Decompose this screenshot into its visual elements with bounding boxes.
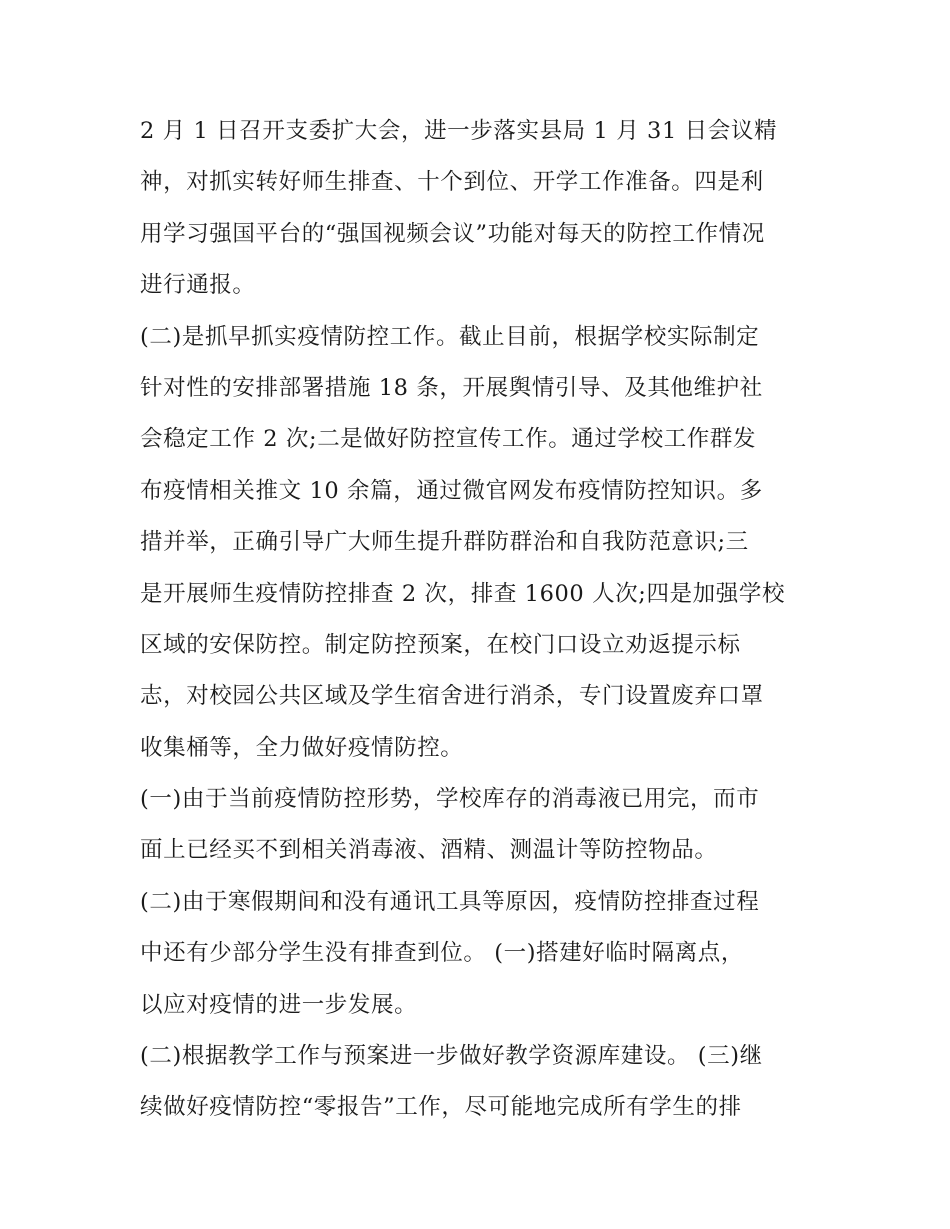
body-text xyxy=(140,110,820,1138)
text-line: 2 月 1 日召开支委扩大会，进一步落实县局 1 月 31 日会议精 xyxy=(140,118,778,144)
text-line: (二)由于寒假期间和没有通讯工具等原因，疫情防控排查过程 xyxy=(140,888,760,915)
text-line: 会稳定工作 2 次;二是做好防控宣传工作。通过学校工作群发 xyxy=(140,426,757,453)
text-line: 面上已经买不到相关消毒液、酒精、测温计等防控物品。 xyxy=(140,837,718,864)
text-line: (二)是抓早抓实疫情防控工作。截止目前，根据学校实际制定 xyxy=(140,323,760,350)
text-line: 用学习强国平台的“强国视频会议”功能对每天的防控工作情况 xyxy=(140,220,765,247)
text-line: 续做好疫情防控“零报告”工作，尽可能地完成所有学生的排 xyxy=(140,1094,742,1121)
text-line: 以应对疫情的进一步发展。 xyxy=(140,991,418,1018)
text-line: 针对性的安排部署措施 18 条，开展舆情引导、及其他维护社 xyxy=(140,374,763,401)
text-line: 志，对校园公共区域及学生宿舍进行消杀，专门设置废弃口罩 xyxy=(140,683,764,710)
text-line: 神，对抓实转好师生排查、十个到位、开学工作准备。四是利 xyxy=(140,169,764,196)
text-line: 区域的安保防控。制定防控预案，在校门口设立劝返提示标 xyxy=(140,631,741,658)
text-line: 中还有少部分学生没有排查到位。 (一)搭建好临时隔离点， xyxy=(140,940,745,967)
text-line: 措并举，正确引导广大师生提升群防群治和自我防范意识;三 xyxy=(140,529,749,556)
text-line: (一)由于当前疫情防控形势，学校库存的消毒液已用完，而市 xyxy=(140,786,760,813)
text-line: 布疫情相关推文 10 余篇，通过微官网发布疫情防控知识。多 xyxy=(140,477,763,504)
text-line: 进行通报。 xyxy=(140,272,256,299)
text-line: (二)根据教学工作与预案进一步做好教学资源库建设。 (三)继 xyxy=(140,1043,763,1070)
text-line: 是开展师生疫情防控排查 2 次，排查 1600 人次;四是加强学校 xyxy=(140,580,786,607)
text-line: 收集桶等，全力做好疫情防控。 xyxy=(140,734,464,761)
